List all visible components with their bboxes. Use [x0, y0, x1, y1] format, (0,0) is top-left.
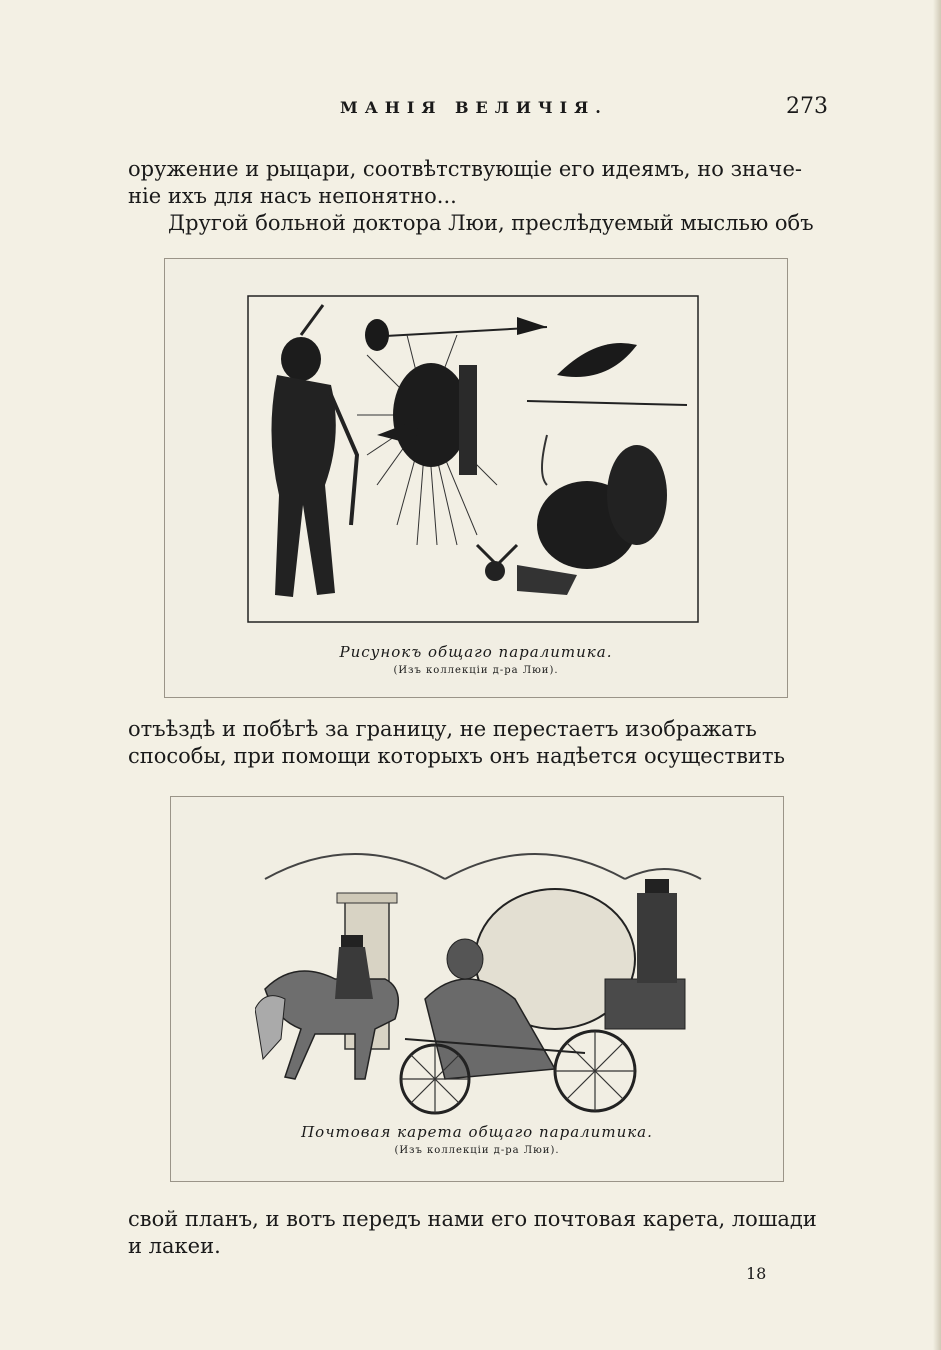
page-edge — [933, 0, 941, 1350]
paragraph-4 — [128, 1206, 828, 1260]
figure-2-caption: Почтовая карета общаго паралитика. — [301, 1123, 653, 1141]
text-line: Другой больной доктора Люи, преслѣдуемый мыслью объ — [168, 211, 814, 235]
figure-paralytic-drawing — [164, 258, 788, 698]
text-line: ніе ихъ для насъ непонятно... — [128, 184, 457, 208]
text-line: оружение и рыцари, соотвѣтствующіе его идеямъ, но значе- — [128, 157, 802, 181]
page-number: 273 — [786, 94, 828, 119]
mail-coach-image — [255, 839, 703, 1119]
figure-2-credit: (Изъ коллекціи д-ра Люи). — [394, 1145, 560, 1156]
running-title: МАНІЯ ВЕЛИЧІЯ. — [340, 98, 608, 117]
text-line: свой планъ, и вотъ передъ нами его почтовая карета, лошади — [128, 1207, 817, 1231]
text-line: способы, при помощи которыхъ онъ надѣется осуществить — [128, 744, 785, 768]
paragraph-2 — [128, 210, 828, 237]
figure-mail-coach — [170, 796, 784, 1182]
paralytic-drawing-image — [247, 295, 699, 623]
paragraph-3 — [128, 716, 828, 770]
paragraph-1 — [128, 156, 828, 210]
figure-1-credit: (Изъ коллекціи д-ра Люи). — [393, 665, 559, 676]
figure-1-caption: Рисунокъ общаго паралитика. — [339, 643, 613, 661]
text-line: и лакеи. — [128, 1234, 221, 1258]
signature-mark: 18 — [746, 1264, 767, 1283]
text-line: отъѣздѣ и побѣгѣ за границу, не перестаетъ изображать — [128, 717, 757, 741]
